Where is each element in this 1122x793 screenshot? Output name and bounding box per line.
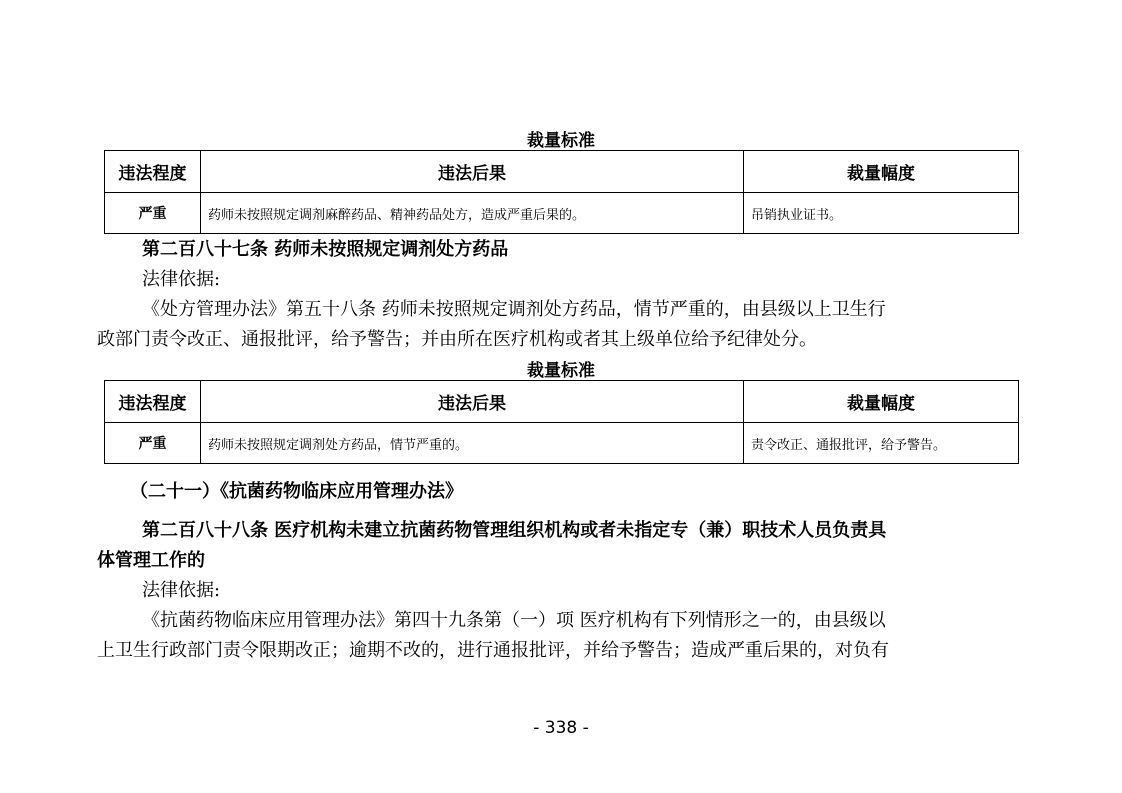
table-row	[105, 423, 1019, 464]
header-consequence: 违法后果	[201, 151, 744, 193]
page-number: - 338 -	[533, 718, 589, 738]
cell-consequence: 药师未按照规定调剂处方药品，情节严重的。	[201, 423, 744, 464]
article-288-title-line1: 第二百八十八条 医疗机构未建立抗菌药物管理组织机构或者未指定专（兼）职技术人员负责具	[142, 520, 887, 541]
article-288-text-line2: 上卫生行政部门责令限期改正；逾期不改的，进行通报批评，并给予警告；造成严重后果的，对负有	[97, 640, 889, 661]
section-21-title: （二十一）《抗菌药物临床应用管理办法》	[130, 481, 463, 502]
table-row	[105, 193, 1019, 234]
article-288-title-line2: 体管理工作的	[97, 550, 205, 571]
header-level: 违法程度	[105, 151, 201, 193]
article-287-text-line2: 政部门责令改正、通报批评，给予警告；并由所在医疗机构或者其上级单位给予纪律处分。	[97, 329, 817, 350]
header-level: 违法程度	[105, 381, 201, 423]
table-caption: 裁量标准	[527, 361, 595, 381]
cell-range: 责令改正、通报批评，给予警告。	[744, 423, 1019, 464]
header-consequence: 违法后果	[201, 381, 744, 423]
article-287-title: 第二百八十七条 药师未按照规定调剂处方药品	[142, 239, 509, 260]
cell-range: 吊销执业证书。	[744, 193, 1019, 234]
header-range: 裁量幅度	[744, 151, 1019, 193]
discretion-table-1	[104, 150, 1019, 234]
article-288-text-line1: 《抗菌药物临床应用管理办法》第四十九条第（一）项 医疗机构有下列情形之一的，由县级以	[142, 610, 886, 631]
article-287-basis-label: 法律依据:	[142, 269, 221, 290]
article-287-text-line1: 《处方管理办法》第五十八条 药师未按照规定调剂处方药品，情节严重的，由县级以上卫生行	[142, 299, 886, 320]
cell-level: 严重	[105, 423, 201, 464]
table-caption: 裁量标准	[527, 131, 595, 151]
table-header-row	[105, 381, 1019, 423]
cell-consequence: 药师未按照规定调剂麻醉药品、精神药品处方，造成严重后果的。	[201, 193, 744, 234]
table-header-row	[105, 151, 1019, 193]
header-range: 裁量幅度	[744, 381, 1019, 423]
article-288-basis-label: 法律依据:	[142, 580, 221, 601]
discretion-table-2	[104, 380, 1019, 464]
cell-level: 严重	[105, 193, 201, 234]
